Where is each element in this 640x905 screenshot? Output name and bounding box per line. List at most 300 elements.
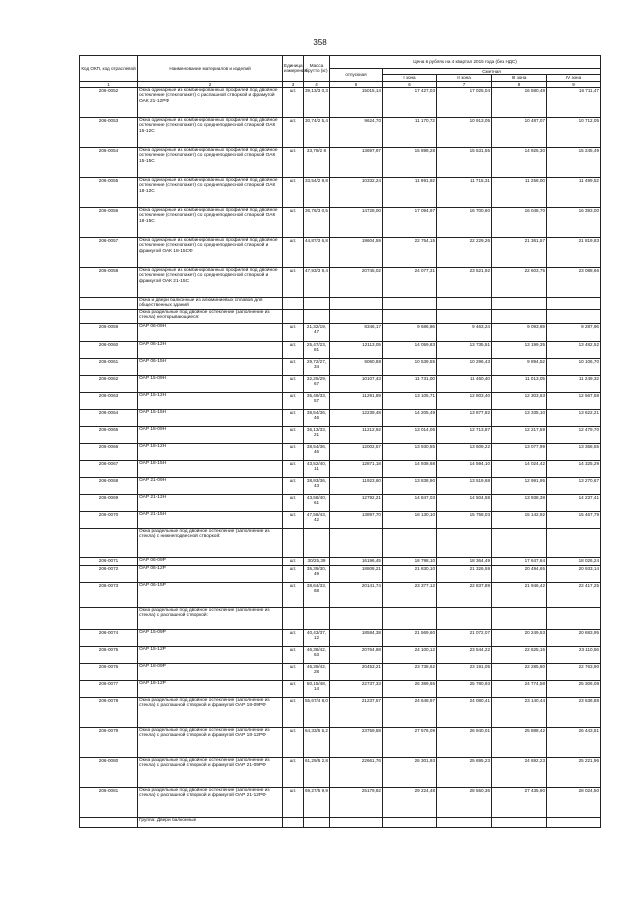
unit-cell: шт. — [283, 87, 304, 117]
name-cell: ОАР 18-09Н — [138, 426, 283, 443]
zone-1-price-cell: 11 731,00 — [383, 375, 437, 392]
zone-1-price-cell: 23 377,12 — [383, 582, 437, 607]
code-cell: 206-0062 — [80, 375, 138, 392]
zone-4-price-cell: 23 088,66 — [547, 267, 601, 297]
empty-cell — [437, 528, 492, 557]
zone-4-price-cell: 14 237,41 — [547, 494, 601, 511]
name-cell: ОАР 21-09Н — [138, 477, 283, 494]
zone-1-price-cell: 13 838,90 — [383, 477, 437, 494]
name-cell: Окна раздельные под двойное остекление (заполнение из стекла) с распашной створкой и фрамугой ОАР 18-09РФ — [138, 697, 283, 727]
release-price-cell: 12002,57 — [330, 443, 383, 460]
mass-cell: 43,58/40, 61 — [304, 494, 330, 511]
zone-3-price-cell: 24 774,58 — [492, 680, 547, 697]
unit-cell: шт. — [283, 341, 304, 358]
unit-cell: шт. — [283, 267, 304, 297]
group-title: Группа: Двери балконные — [138, 817, 283, 827]
zone-2-price-cell: 11 460,40 — [437, 375, 492, 392]
table-row — [80, 557, 601, 565]
code-cell: 206-0069 — [80, 494, 138, 511]
unit-cell: шт. — [283, 477, 304, 494]
zone-2-price-cell: 26 940,01 — [437, 727, 492, 757]
zone-4-price-cell: 25 306,08 — [547, 680, 601, 697]
release-price-cell: 8346,17 — [330, 323, 383, 341]
mass-cell: 33,54/2 8,8 — [304, 177, 330, 207]
empty-cell — [304, 528, 330, 557]
code-cell: 206-0053 — [80, 117, 138, 147]
zone-2-price-cell: 16 700,60 — [437, 207, 492, 237]
zone-4-price-cell: 16 711,47 — [547, 87, 601, 117]
mass-cell: 46,38/42, 63 — [304, 646, 330, 663]
table-row — [80, 267, 601, 297]
zone-4-price-cell: 12 479,70 — [547, 426, 601, 443]
code-cell: 206-0080 — [80, 757, 138, 787]
table-row — [80, 494, 601, 511]
release-price-cell: 18808,21 — [330, 565, 383, 582]
code-cell: 206-0077 — [80, 680, 138, 697]
header-zone-3: III зона — [492, 75, 547, 81]
table-row — [80, 147, 601, 177]
empty-cell — [80, 309, 138, 323]
zone-3-price-cell: 27 435,90 — [492, 787, 547, 817]
zone-4-price-cell: 14 325,29 — [547, 460, 601, 477]
zone-3-price-cell: 9 093,69 — [492, 323, 547, 341]
unit-cell: шт. — [283, 511, 304, 528]
name-cell: ОАР 15-15Н — [138, 409, 283, 426]
group-row — [80, 607, 601, 629]
zone-4-price-cell: 22 417,25 — [547, 582, 601, 607]
code-cell: 206-0052 — [80, 87, 138, 117]
unit-cell: шт. — [283, 207, 304, 237]
zone-4-price-cell: 13 358,55 — [547, 443, 601, 460]
header-name: Наименование материалов и изделий — [138, 56, 283, 82]
empty-cell — [330, 297, 383, 309]
header-zone-2: II зона — [437, 75, 492, 81]
zone-2-price-cell: 9 463,24 — [437, 323, 492, 341]
zone-3-price-cell: 16 048,70 — [492, 207, 547, 237]
zone-3-price-cell: 12 303,63 — [492, 392, 547, 409]
mass-cell: 40,43/37, 12 — [304, 629, 330, 646]
unit-cell: шт. — [283, 375, 304, 392]
zone-4-price-cell: 25 221,96 — [547, 757, 601, 787]
code-cell: 206-0064 — [80, 409, 138, 426]
unit-cell: шт. — [283, 727, 304, 757]
code-cell: 206-0075 — [80, 646, 138, 663]
empty-cell — [547, 607, 601, 629]
zone-4-price-cell: 26 443,81 — [547, 727, 601, 757]
zone-4-price-cell: 22 763,90 — [547, 663, 601, 680]
mass-cell: 50,15/48, 14 — [304, 680, 330, 697]
table-row — [80, 237, 601, 267]
group-title: Окна и двери балконные из алюминиевых сплавов для общественных зданий — [138, 297, 283, 309]
table-row — [80, 426, 601, 443]
empty-cell — [330, 607, 383, 629]
mass-cell: 38,93/36, 43 — [304, 477, 330, 494]
table-row — [80, 460, 601, 477]
empty-cell — [383, 607, 437, 629]
name-cell: Окна одинарные из комбинированных профилей под двойное остекление (стеклопакет) со среднеподвесной створкой и фрамугой ОАК 21-15С — [138, 267, 283, 297]
name-cell: ОАР 15-09Н — [138, 375, 283, 392]
zone-1-price-cell: 21 830,10 — [383, 565, 437, 582]
name-cell: ОАР 06-09Н — [138, 323, 283, 341]
zone-3-price-cell: 22 625,15 — [492, 646, 547, 663]
release-price-cell: 10107,43 — [330, 375, 383, 392]
mass-cell: 35,39/30, 49 — [304, 565, 330, 582]
zone-1-price-cell: 29 224,48 — [383, 787, 437, 817]
table-row — [80, 443, 601, 460]
column-index: 3 — [283, 81, 304, 87]
mass-cell: 21,32/19, 47 — [304, 323, 330, 341]
mass-cell: 38,54/36, 46 — [304, 443, 330, 460]
zone-3-price-cell: 16 580,48 — [492, 87, 547, 117]
zone-2-price-cell: 23 191,05 — [437, 663, 492, 680]
code-cell: 206-0065 — [80, 426, 138, 443]
zone-2-price-cell: 13 735,51 — [437, 341, 492, 358]
unit-cell: шт. — [283, 565, 304, 582]
zone-2-price-cell: 23 521,92 — [437, 267, 492, 297]
zone-4-price-cell: 20 933,14 — [547, 565, 601, 582]
release-price-cell: 9624,70 — [330, 117, 383, 147]
release-price-cell: 10332,24 — [330, 177, 383, 207]
code-cell: 206-0059 — [80, 323, 138, 341]
header-zone-4: IV зона — [547, 75, 601, 81]
mass-cell: 38,54/36, 46 — [304, 409, 330, 426]
release-price-cell: 23759,58 — [330, 727, 383, 757]
page-number: 358 — [313, 38, 327, 47]
mass-cell: 30,74/2 5,4 — [304, 117, 330, 147]
zone-2-price-cell: 18 364,49 — [437, 557, 492, 565]
mass-cell: 43,52/40, 11 — [304, 460, 330, 477]
zone-1-price-cell: 9 686,86 — [383, 323, 437, 341]
column-index: 9 — [547, 81, 601, 87]
code-cell: 206-0078 — [80, 697, 138, 727]
name-cell: ОАР 06-09Р — [138, 557, 283, 565]
name-cell: ОАР 06-12Р — [138, 565, 283, 582]
unit-cell: шт. — [283, 787, 304, 817]
empty-cell — [283, 309, 304, 323]
zone-3-price-cell: 24 692,23 — [492, 757, 547, 787]
empty-cell — [80, 528, 138, 557]
empty-cell — [547, 297, 601, 309]
code-cell: 206-0058 — [80, 267, 138, 297]
unit-cell: шт. — [283, 697, 304, 727]
zone-1-price-cell: 14 059,83 — [383, 341, 437, 358]
zone-1-price-cell: 22 754,15 — [383, 237, 437, 267]
zone-3-price-cell: 14 925,30 — [492, 147, 547, 177]
name-cell: Окна одинарные из комбинированных профилей под двойное остекление (стеклопакет) со среднеподвесной створкой ОАК 15-15С — [138, 147, 283, 177]
mass-cell: 38,64/33, 68 — [304, 582, 330, 607]
table-row — [80, 787, 601, 817]
empty-cell — [492, 607, 547, 629]
zone-2-price-cell: 23 544,22 — [437, 646, 492, 663]
mass-cell: 36,13/33, 21 — [304, 426, 330, 443]
empty-cell — [283, 607, 304, 629]
table-row — [80, 477, 601, 494]
code-cell: 206-0068 — [80, 477, 138, 494]
table-row — [80, 375, 601, 392]
unit-cell: шт. — [283, 460, 304, 477]
zone-3-price-cell: 11 013,05 — [492, 375, 547, 392]
zone-1-price-cell: 15 898,28 — [383, 147, 437, 177]
name-cell: Окна одинарные из комбинированных профилей под двойное остекление (стеклопакет) со среднеподвесной створкой и фрамугой ОАК 18-15СФ — [138, 237, 283, 267]
mass-cell: 47,93/3 9,4 — [304, 267, 330, 297]
table-row — [80, 757, 601, 787]
empty-cell — [547, 817, 601, 827]
unit-cell: шт. — [283, 323, 304, 341]
header-mass: Масса брутто (кг) — [304, 56, 330, 82]
zone-2-price-cell: 17 025,04 — [437, 87, 492, 117]
zone-2-price-cell: 13 519,68 — [437, 477, 492, 494]
table-row — [80, 680, 601, 697]
zone-2-price-cell: 21 326,59 — [437, 565, 492, 582]
zone-3-price-cell: 15 142,92 — [492, 511, 547, 528]
zone-3-price-cell: 20 494,65 — [492, 565, 547, 582]
empty-cell — [383, 309, 437, 323]
unit-cell: шт. — [283, 426, 304, 443]
name-cell: Окна раздельные под двойное остекление (заполнение из стекла) с распашной створкой и фрамугой ОАР 21-12РФ — [138, 787, 283, 817]
code-cell: 206-0074 — [80, 629, 138, 646]
unit-cell: шт. — [283, 358, 304, 375]
header-release-price: отпускная — [330, 69, 383, 82]
empty-cell — [80, 607, 138, 629]
zone-4-price-cell: 16 393,00 — [547, 207, 601, 237]
zone-3-price-cell: 22 285,80 — [492, 663, 547, 680]
unit-cell: шт. — [283, 392, 304, 409]
zone-3-price-cell: 13 077,99 — [492, 443, 547, 460]
column-index: 7 — [437, 81, 492, 87]
zone-4-price-cell: 23 110,56 — [547, 646, 601, 663]
group-title: Окна раздельные под двойное остекление (заполнение из стекла) с нижнеподвесной створкой: — [138, 528, 283, 557]
price-table — [79, 55, 601, 828]
empty-cell — [492, 309, 547, 323]
zone-1-price-cell: 24 648,97 — [383, 697, 437, 727]
group-row — [80, 309, 601, 323]
column-index: 5 — [330, 81, 383, 87]
table-row — [80, 511, 601, 528]
empty-cell — [492, 528, 547, 557]
zone-1-price-cell: 14 847,03 — [383, 494, 437, 511]
zone-2-price-cell: 28 550,36 — [437, 787, 492, 817]
column-index: 6 — [383, 81, 437, 87]
release-price-cell: 12871,18 — [330, 460, 383, 477]
unit-cell: шт. — [283, 494, 304, 511]
zone-3-price-cell: 14 024,42 — [492, 460, 547, 477]
zone-4-price-cell: 28 024,50 — [547, 787, 601, 817]
group-row — [80, 297, 601, 309]
zone-4-price-cell: 13 482,52 — [547, 341, 601, 358]
zone-2-price-cell: 10 296,43 — [437, 358, 492, 375]
mass-cell: 29,72/27, 34 — [304, 358, 330, 375]
empty-cell — [330, 309, 383, 323]
zone-4-price-cell: 12 567,58 — [547, 392, 601, 409]
zone-3-price-cell: 13 199,35 — [492, 341, 547, 358]
zone-3-price-cell: 10 487,07 — [492, 117, 547, 147]
release-price-cell: 18584,38 — [330, 629, 383, 646]
zone-4-price-cell: 20 683,95 — [547, 629, 601, 646]
zone-1-price-cell: 10 539,55 — [383, 358, 437, 375]
mass-cell: 47,58/43, 42 — [304, 511, 330, 528]
zone-2-price-cell: 24 080,41 — [437, 697, 492, 727]
release-price-cell: 20745,02 — [330, 267, 383, 297]
release-price-cell: 20764,68 — [330, 646, 383, 663]
zone-2-price-cell: 14 504,58 — [437, 494, 492, 511]
mass-cell: 35,49/33, 57 — [304, 392, 330, 409]
table-row — [80, 392, 601, 409]
mass-cell: 36,76/3 0,5 — [304, 207, 330, 237]
zone-4-price-cell: 13 270,67 — [547, 477, 601, 494]
column-index: 1 — [80, 81, 138, 87]
empty-cell — [492, 297, 547, 309]
zone-3-price-cell: 17 647,64 — [492, 557, 547, 565]
mass-cell: 55,67/4 8,0 — [304, 697, 330, 727]
zone-4-price-cell: 18 026,24 — [547, 557, 601, 565]
name-cell: ОАР 18-09Р — [138, 663, 283, 680]
zone-1-price-cell: 24 100,12 — [383, 646, 437, 663]
name-cell: Окна раздельные под двойное остекление (заполнение из стекла) с распашной створкой и фрамугой ОАР 18-12РФ — [138, 727, 283, 757]
unit-cell: шт. — [283, 147, 304, 177]
empty-cell — [547, 309, 601, 323]
name-cell: Окна одинарные из комбинированных профилей под двойное остекление (стеклопакет) с распашной створкой и фрамугой ОАК 21-12РФ — [138, 87, 283, 117]
group-row — [80, 817, 601, 827]
zone-4-price-cell: 11 499,52 — [547, 177, 601, 207]
table-row — [80, 582, 601, 607]
name-cell: ОАР 18-12Н — [138, 443, 283, 460]
zone-2-price-cell: 15 758,03 — [437, 511, 492, 528]
zone-1-price-cell: 13 930,55 — [383, 443, 437, 460]
unit-cell: шт. — [283, 582, 304, 607]
table-row — [80, 177, 601, 207]
release-price-cell: 14728,00 — [330, 207, 383, 237]
release-price-cell: 25179,82 — [330, 787, 383, 817]
zone-3-price-cell: 9 894,52 — [492, 358, 547, 375]
code-cell: 206-0055 — [80, 177, 138, 207]
zone-3-price-cell: 25 888,42 — [492, 727, 547, 757]
header-unit: Единица измерения — [283, 56, 304, 82]
zone-3-price-cell: 21 361,57 — [492, 237, 547, 267]
empty-cell — [304, 309, 330, 323]
empty-cell — [492, 817, 547, 827]
empty-cell — [304, 817, 330, 827]
zone-1-price-cell: 16 130,10 — [383, 511, 437, 528]
code-cell: 206-0054 — [80, 147, 138, 177]
code-cell: 206-0081 — [80, 787, 138, 817]
zone-3-price-cell: 23 140,44 — [492, 697, 547, 727]
name-cell: ОАР 21-15Н — [138, 511, 283, 528]
group-row — [80, 528, 601, 557]
empty-cell — [80, 817, 138, 827]
column-index: 8 — [492, 81, 547, 87]
zone-1-price-cell: 13 014,06 — [383, 426, 437, 443]
code-cell: 206-0073 — [80, 582, 138, 607]
zone-2-price-cell: 25 695,23 — [437, 757, 492, 787]
zone-3-price-cell: 12 991,95 — [492, 477, 547, 494]
zone-3-price-cell: 13 335,10 — [492, 409, 547, 426]
release-price-cell: 20141,74 — [330, 582, 383, 607]
unit-cell: шт. — [283, 646, 304, 663]
empty-cell — [304, 607, 330, 629]
release-price-cell: 12792,21 — [330, 494, 383, 511]
header-code: Код ОКП, код отраслевой — [80, 56, 138, 82]
unit-cell: шт. — [283, 663, 304, 680]
zone-1-price-cell: 24 077,31 — [383, 267, 437, 297]
empty-cell — [437, 817, 492, 827]
header-estimate-price: Сметная — [383, 69, 601, 75]
column-index: 4 — [304, 81, 330, 87]
name-cell: Окна одинарные из комбинированных профилей под двойное остекление (стеклопакет) со среднеподвесной створкой ОАК 15-12С — [138, 117, 283, 147]
mass-cell: 25,47/23, 81 — [304, 341, 330, 358]
zone-4-price-cell: 10 106,70 — [547, 358, 601, 375]
release-price-cell: 12113,05 — [330, 341, 383, 358]
table-row — [80, 629, 601, 646]
name-cell: ОАР 18-15Н — [138, 460, 283, 477]
zone-4-price-cell: 11 249,32 — [547, 375, 601, 392]
zone-4-price-cell: 13 622,21 — [547, 409, 601, 426]
zone-1-price-cell: 17 094,97 — [383, 207, 437, 237]
release-price-cell: 13897,70 — [330, 511, 383, 528]
column-index: 2 — [138, 81, 283, 87]
zone-2-price-cell: 10 913,05 — [437, 117, 492, 147]
empty-cell — [383, 297, 437, 309]
zone-1-price-cell: 11 170,72 — [383, 117, 437, 147]
table-row — [80, 87, 601, 117]
zone-3-price-cell: 22 603,75 — [492, 267, 547, 297]
zone-1-price-cell: 26 389,65 — [383, 680, 437, 697]
empty-cell — [330, 817, 383, 827]
release-price-cell: 11212,92 — [330, 426, 383, 443]
release-price-cell: 11291,89 — [330, 392, 383, 409]
zone-1-price-cell: 14 205,49 — [383, 409, 437, 426]
empty-cell — [437, 309, 492, 323]
release-price-cell: 12239,48 — [330, 409, 383, 426]
table-row — [80, 323, 601, 341]
empty-cell — [283, 528, 304, 557]
zone-1-price-cell: 11 991,92 — [383, 177, 437, 207]
mass-cell: 46,39/42, 28 — [304, 663, 330, 680]
header-zone-1: I зона — [383, 75, 437, 81]
name-cell: ОАР 06-15Н — [138, 358, 283, 375]
code-cell: 206-0067 — [80, 460, 138, 477]
zone-4-price-cell: 10 712,05 — [547, 117, 601, 147]
zone-2-price-cell: 21 072,07 — [437, 629, 492, 646]
release-price-cell: 11923,60 — [330, 477, 383, 494]
mass-cell: 33,79/2 8 — [304, 147, 330, 177]
table-row — [80, 697, 601, 727]
table-row — [80, 409, 601, 426]
release-price-cell: 13697,97 — [330, 147, 383, 177]
code-cell: 206-0070 — [80, 511, 138, 528]
code-cell: 206-0071 — [80, 557, 138, 565]
name-cell: ОАР 15-09Р — [138, 629, 283, 646]
zone-2-price-cell: 25 780,93 — [437, 680, 492, 697]
name-cell: Окна раздельные под двойное остекление (заполнение из стекла) с распашной створкой и фрамугой ОАР 21-09РФ — [138, 757, 283, 787]
table-row — [80, 117, 601, 147]
mass-cell: 69,27/5 9,9 — [304, 787, 330, 817]
zone-2-price-cell: 22 229,26 — [437, 237, 492, 267]
unit-cell: шт. — [283, 557, 304, 565]
name-cell: ОАР 18-12Р — [138, 680, 283, 697]
zone-1-price-cell: 17 427,03 — [383, 87, 437, 117]
zone-4-price-cell: 15 245,49 — [547, 147, 601, 177]
zone-2-price-cell: 12 713,87 — [437, 426, 492, 443]
mass-cell: 61,29/5 2,8 — [304, 757, 330, 787]
release-price-cell: 22661,76 — [330, 757, 383, 787]
release-price-cell: 19604,59 — [330, 237, 383, 267]
release-price-cell: 22737,33 — [330, 680, 383, 697]
code-cell: 206-0056 — [80, 207, 138, 237]
release-price-cell: 21237,57 — [330, 697, 383, 727]
code-cell: 206-0072 — [80, 565, 138, 582]
empty-cell — [283, 817, 304, 827]
unit-cell: шт. — [283, 443, 304, 460]
